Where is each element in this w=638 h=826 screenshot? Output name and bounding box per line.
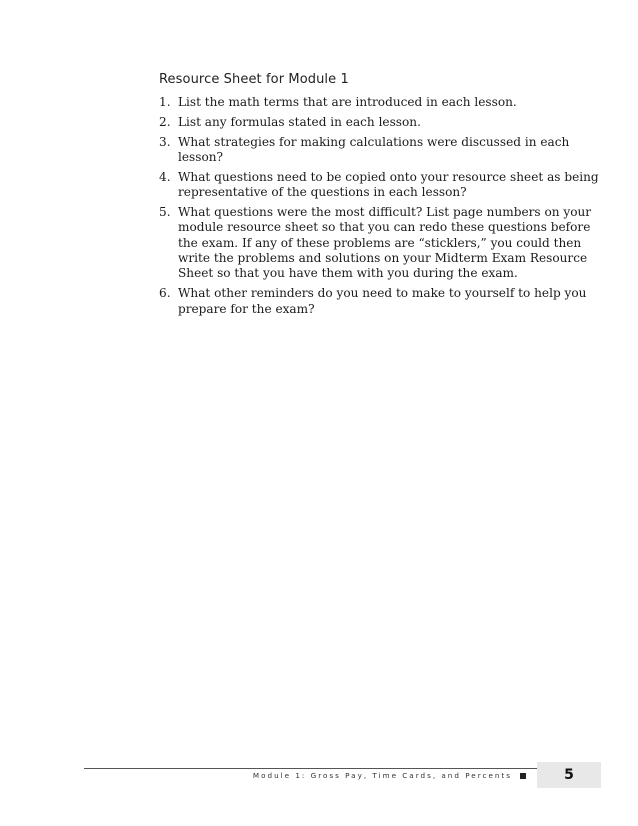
item-text: What strategies for making calculations were discussed in each lesson?: [178, 134, 570, 165]
item-text: List any formulas stated in each lesson.: [178, 114, 421, 129]
item-number: 4.: [159, 169, 171, 184]
list-item: [159, 170, 607, 201]
list-item: [159, 135, 607, 166]
item-text: What questions were the most difficult? List page numbers on your module resource sheet so that you can redo these questions before the exam. If any of these problems are “sticklers,” you could then write the problems and solutions on your Midterm Exam Resource Sheet so that you have them with you during the exam.: [178, 205, 592, 281]
item-number: 1.: [159, 95, 171, 109]
item-number: 5.: [159, 205, 171, 220]
page-number: 5: [564, 767, 574, 783]
item-text: What other reminders do you need to make to yourself to help you prepare for the exam?: [178, 286, 587, 316]
page-number-box: [537, 762, 601, 788]
item-number: 3.: [159, 134, 171, 149]
page-title: Resource Sheet for Module 1: [159, 72, 349, 87]
question-list: [159, 95, 607, 321]
list-item: [159, 115, 607, 130]
square-bullet-icon: [520, 773, 526, 779]
footer-module-title: Module 1: Gross Pay, Time Cards, and Percents: [252, 771, 512, 780]
item-number: 6.: [159, 286, 171, 301]
item-text: List the math terms that are introduced in each lesson.: [178, 95, 517, 109]
footer-divider: [84, 768, 537, 769]
item-number: 2.: [159, 114, 171, 129]
item-text: What questions need to be copied onto your resource sheet as being representative of the questions in each lesson?: [178, 169, 599, 200]
list-item: [159, 95, 607, 110]
list-item: [159, 286, 607, 317]
list-item: [159, 205, 607, 281]
